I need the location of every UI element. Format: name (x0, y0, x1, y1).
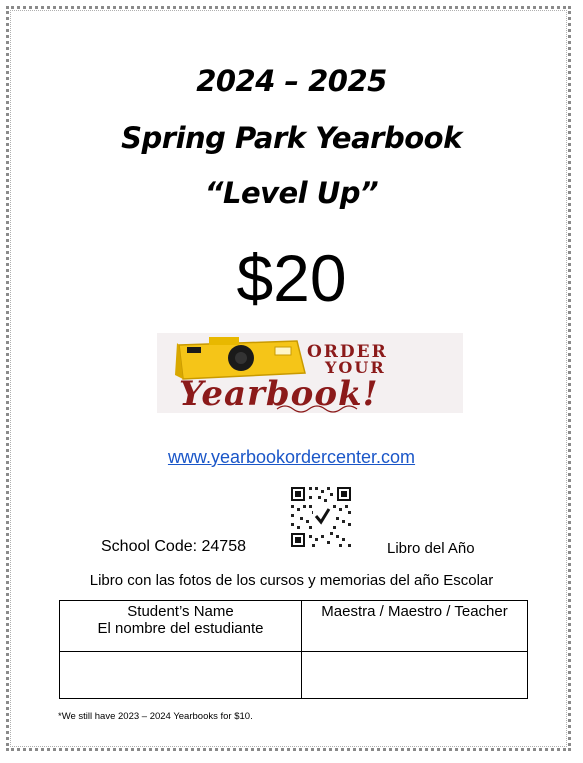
logo-line-order: ORDER (307, 342, 388, 362)
teacher-field[interactable] (302, 652, 528, 699)
logo-line-yearbook: Yearbook! (179, 374, 379, 413)
order-yearbook-logo (157, 333, 463, 413)
title-theme: “Level Up” (204, 176, 379, 210)
order-form-table (59, 600, 528, 699)
student-name-label: Student’s Name (127, 603, 234, 620)
website-link[interactable]: www.yearbookordercenter.com (167, 447, 416, 467)
teacher-label: Maestra / Maestro / Teacher (321, 603, 508, 620)
title-school: Spring Park Yearbook (121, 121, 462, 155)
student-name-label-es: El nombre del estudiante (97, 620, 264, 637)
qr-code[interactable] (285, 481, 357, 553)
logo-line-your: YOUR (325, 358, 386, 377)
title-years: 2024 – 2025 (196, 64, 387, 98)
qr-code-icon (285, 481, 357, 553)
student-name-header (60, 601, 302, 652)
price: $20 (236, 241, 347, 315)
student-name-field[interactable] (60, 652, 302, 699)
libro-label: Libro del Año (387, 540, 475, 557)
school-code: School Code: 24758 (101, 538, 246, 555)
camera-icon (175, 337, 305, 379)
footnote: *We still have 2023 – 2024 Yearbooks for $10. (58, 711, 253, 722)
description: Libro con las fotos de los cursos y memorias del año Escolar (89, 572, 494, 589)
teacher-header (302, 601, 528, 652)
